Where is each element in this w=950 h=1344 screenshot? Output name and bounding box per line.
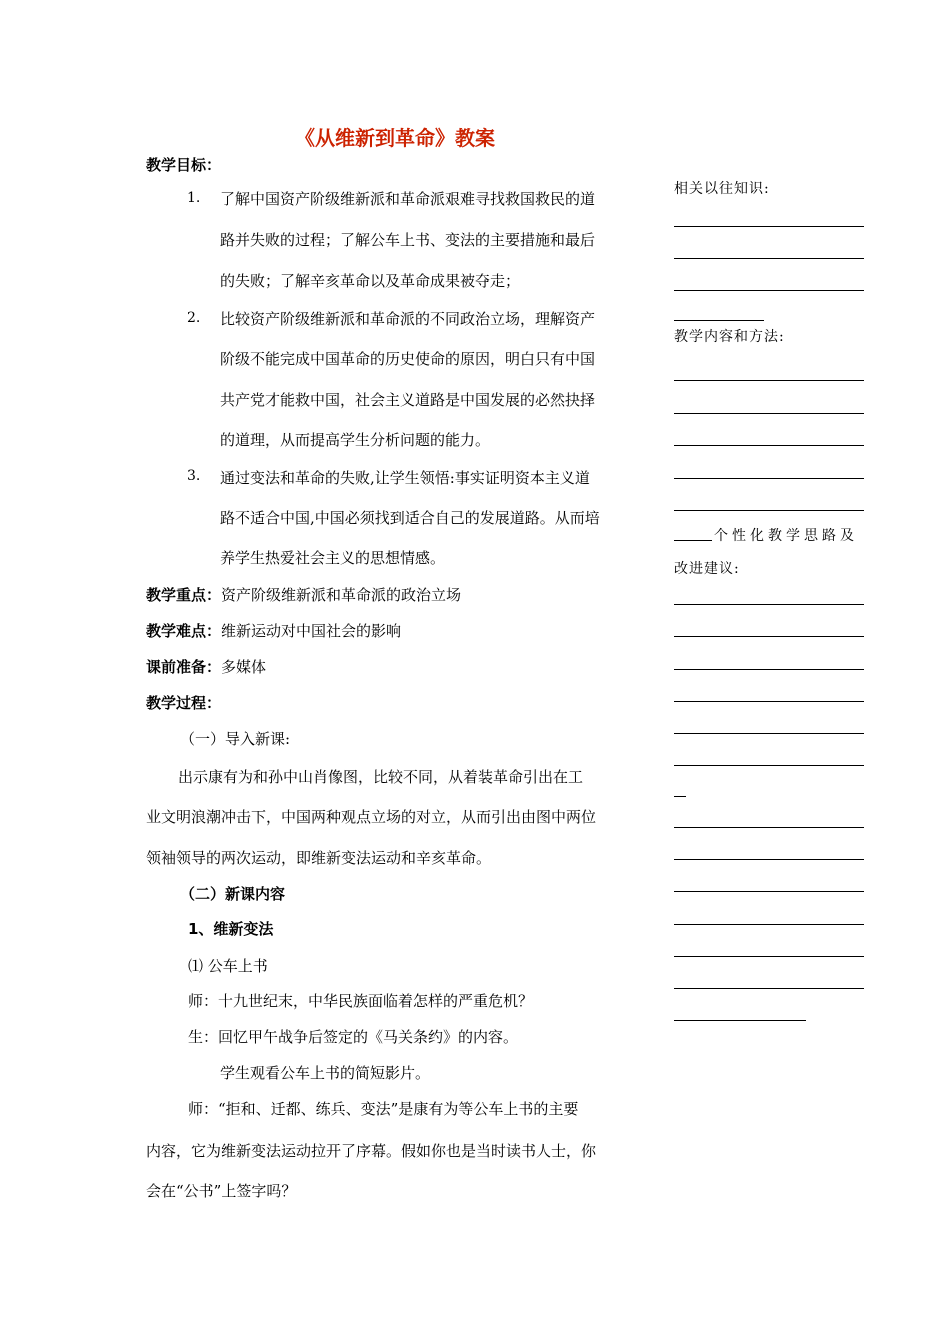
blank-line xyxy=(674,988,864,989)
blank-line xyxy=(674,540,712,541)
objective-line: 比较资产阶级维新派和革命派的不同政治立场，理解资产 xyxy=(220,310,596,328)
blank-line xyxy=(674,320,764,321)
objective-line: 路不适合中国,中国必须找到适合自己的发展道路。从而培 xyxy=(220,509,600,527)
blank-line xyxy=(674,290,864,291)
side-prior-knowledge: 相关以往知识: xyxy=(674,181,770,197)
blank-line xyxy=(674,859,864,860)
objective-line: 的失败；了解辛亥革命以及革命成果被夺走； xyxy=(220,272,521,290)
side-personal-line1: 个性化教学思路及 xyxy=(714,528,858,544)
blank-line xyxy=(674,956,864,957)
difficulty xyxy=(146,620,401,641)
objectives-heading: 教学目标： xyxy=(146,156,222,174)
key-point-text: 资产阶级维新派和革命派的政治立场 xyxy=(221,586,462,604)
dialogue-line: 生：回忆甲午战争后签定的《马关条约》的内容。 xyxy=(188,1028,519,1046)
blank-line xyxy=(674,733,864,734)
blank-line xyxy=(674,891,864,892)
objective-line: 通过变法和革命的失败,让学生领悟:事实证明资本主义道 xyxy=(220,469,590,487)
blank-line xyxy=(674,413,864,414)
dialogue-line: 师：十九世纪末，中华民族面临着怎样的严重危机？ xyxy=(188,992,534,1010)
dialogue-line: 学生观看公车上书的简短影片。 xyxy=(220,1064,431,1082)
subsection-heading: ⑴ 公车上书 xyxy=(188,957,268,975)
difficulty-text: 维新运动对中国社会的影响 xyxy=(221,622,402,640)
objective-number: 1. xyxy=(187,190,201,206)
blank-line xyxy=(674,701,864,702)
intro-line: 出示康有为和孙中山肖像图，比较不同，从着装革命引出在工 xyxy=(178,768,584,786)
blank-line xyxy=(674,258,864,259)
objective-line: 阶级不能完成中国革命的历史使命的原因，明白只有中国 xyxy=(220,350,596,368)
preparation-label: 课前准备： xyxy=(146,658,222,676)
blank-line xyxy=(674,1020,806,1021)
preparation xyxy=(146,656,266,677)
objective-number: 3. xyxy=(187,468,201,484)
intro-heading: （一）导入新课: xyxy=(180,730,291,748)
key-point xyxy=(146,584,461,605)
blank-line xyxy=(674,827,864,828)
side-content-methods: 教学内容和方法: xyxy=(674,329,785,345)
key-point-label: 教学重点： xyxy=(146,586,222,604)
objective-line: 养学生热爱社会主义的思想情感。 xyxy=(220,549,446,567)
objective-line: 共产党才能救中国，社会主义道路是中国发展的必然抉择 xyxy=(220,391,596,409)
blank-line xyxy=(674,765,864,766)
blank-line xyxy=(674,478,864,479)
blank-line xyxy=(674,796,686,797)
blank-line xyxy=(674,636,864,637)
objective-line: 路并失败的过程；了解公车上书、变法的主要措施和最后 xyxy=(220,231,596,249)
process-heading: 教学过程： xyxy=(146,694,222,712)
blank-line xyxy=(674,226,864,227)
blank-line xyxy=(674,924,864,925)
preparation-text: 多媒体 xyxy=(221,658,267,676)
teacher-line: 师：“拒和、迁都、练兵、变法”是康有为等公车上书的主要 xyxy=(188,1100,579,1118)
blank-line xyxy=(674,510,864,511)
intro-line: 领袖领导的两次运动，即维新变法运动和辛亥革命。 xyxy=(146,849,492,867)
objective-line: 了解中国资产阶级维新派和革命派艰难寻找救国救民的道 xyxy=(220,190,596,208)
blank-line xyxy=(674,604,864,605)
blank-line xyxy=(674,445,864,446)
teacher-line: 内容，它为维新变法运动拉开了序幕。假如你也是当时读书人士，你 xyxy=(146,1142,597,1160)
blank-line xyxy=(674,669,864,670)
intro-line: 业文明浪潮冲击下，中国两种观点立场的对立，从而引出由图中两位 xyxy=(146,808,597,826)
section-heading: 1、维新变法 xyxy=(188,920,274,938)
objective-line: 的道理，从而提高学生分析问题的能力。 xyxy=(220,431,491,449)
teacher-line: 会在“公书”上签字吗？ xyxy=(146,1182,297,1200)
new-lesson-heading: （二）新课内容 xyxy=(180,885,286,903)
difficulty-label: 教学难点： xyxy=(146,622,222,640)
document-title: 《从维新到革命》教案 xyxy=(295,126,495,150)
objective-number: 2. xyxy=(187,310,201,326)
side-personal-line2: 改进建议: xyxy=(674,561,740,577)
blank-line xyxy=(674,380,864,381)
